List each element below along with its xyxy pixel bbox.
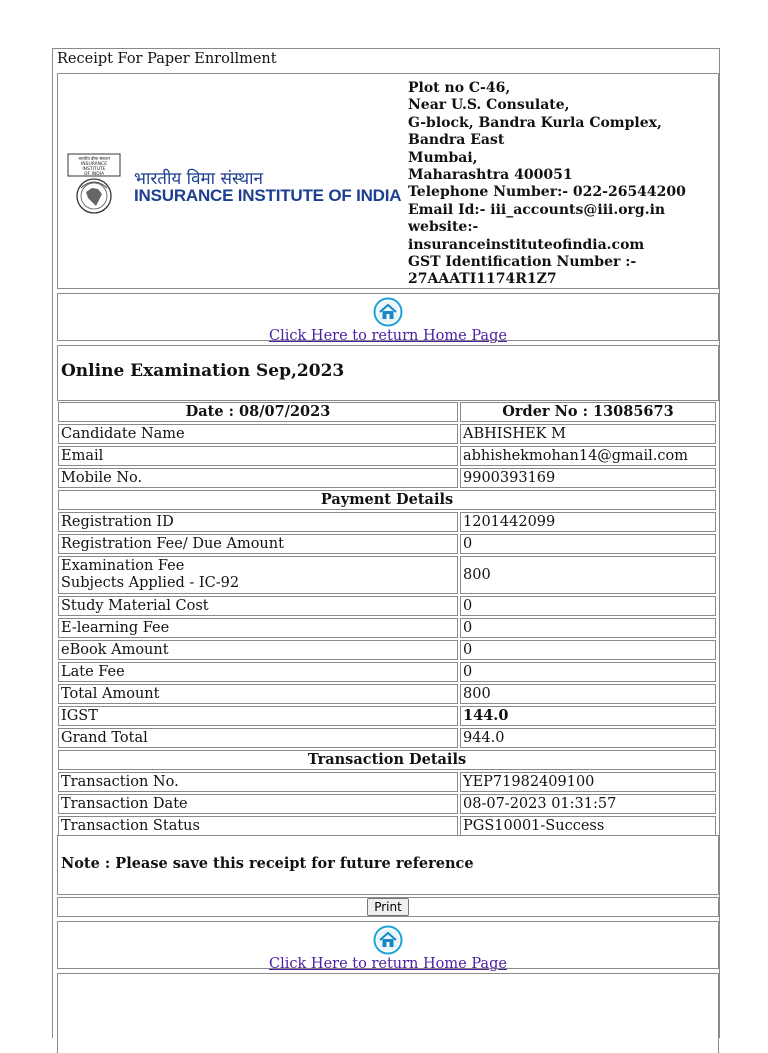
address-line: Mumbai, <box>408 149 478 166</box>
table-row <box>58 512 716 532</box>
table-row <box>58 640 716 660</box>
seal-line-3: OF INDIA <box>83 172 105 177</box>
page-title: Receipt For Paper Enrollment <box>57 51 277 67</box>
table-row <box>58 556 716 594</box>
payment-details-heading: Payment Details <box>58 490 716 510</box>
institute-seal-icon <box>66 152 122 216</box>
payment-label: Study Material Cost <box>58 596 458 616</box>
subjects-applied-label: Subjects Applied - IC-92 <box>61 575 240 591</box>
home-link-cell-top <box>57 293 719 344</box>
home-link-cell-bottom <box>57 921 719 972</box>
save-receipt-note: Note : Please save this receipt for future reference <box>61 855 474 872</box>
payment-value: 0 <box>460 662 716 682</box>
table-row <box>58 468 716 488</box>
table-row <box>58 794 716 814</box>
date-cell: Date : 08/07/2023 <box>58 402 458 422</box>
institute-address <box>408 80 708 289</box>
header-cell <box>57 73 719 289</box>
payment-value: 0 <box>460 596 716 616</box>
address-line: Plot no C-46, <box>408 80 511 96</box>
payment-value: 800 <box>460 684 716 704</box>
footer-cell <box>57 973 719 1053</box>
payment-label: Grand Total <box>58 728 458 748</box>
email-value: abhishekmohan14@gmail.com <box>460 446 716 466</box>
transaction-value: 08-07-2023 01:31:57 <box>460 794 716 814</box>
exam-fee-label: Examination Fee <box>61 558 185 574</box>
address-line: G-block, Bandra Kurla Complex, <box>408 114 662 131</box>
table-row <box>58 596 716 616</box>
payment-label: Registration ID <box>58 512 458 532</box>
logo-hindi-name: भारतीय विमा संस्थान <box>134 169 263 189</box>
table-row <box>58 402 716 422</box>
seal-line-0: भारतीय बीमा संस्थान <box>78 156 110 161</box>
table-row <box>58 772 716 792</box>
email-label: Email <box>58 446 458 466</box>
table-row <box>58 446 716 466</box>
payment-label: Late Fee <box>58 662 458 682</box>
seal-line-1: INSURANCE <box>80 162 108 167</box>
payment-label: eBook Amount <box>58 640 458 660</box>
payment-value: 0 <box>460 534 716 554</box>
payment-label <box>58 556 458 594</box>
gst-label: GST Identification Number :- <box>408 254 637 271</box>
home-page-link-top[interactable]: Click Here to return Home Page <box>269 328 507 344</box>
exam-title: Online Examination Sep,2023 <box>61 361 345 381</box>
transaction-value: YEP71982409100 <box>460 772 716 792</box>
website-label: website:- <box>408 219 479 236</box>
candidate-name-label: Candidate Name <box>58 424 458 444</box>
payment-label: E-learning Fee <box>58 618 458 638</box>
transaction-value: PGS10001-Success <box>460 816 716 836</box>
telephone-line: Telephone Number:- 022-26544200 <box>408 184 686 201</box>
email-line: Email Id:- iii_accounts@iii.org.in <box>408 201 666 218</box>
payment-label: Registration Fee/ Due Amount <box>58 534 458 554</box>
table-row <box>58 750 716 770</box>
table-row <box>58 728 716 748</box>
address-line: Maharashtra 400051 <box>408 167 573 184</box>
table-row <box>58 816 716 836</box>
transaction-details-heading: Transaction Details <box>58 750 716 770</box>
table-row <box>58 618 716 638</box>
home-page-link-bottom[interactable]: Click Here to return Home Page <box>269 956 507 972</box>
table-row <box>58 490 716 510</box>
gst-value: 27AAATI1174R1Z7 <box>408 271 557 288</box>
print-button[interactable]: Print <box>367 898 409 916</box>
table-row <box>58 706 716 726</box>
transaction-label: Transaction Date <box>58 794 458 814</box>
payment-value: 0 <box>460 640 716 660</box>
logo-english-name: INSURANCE INSTITUTE OF INDIA <box>134 186 402 205</box>
address-line: Near U.S. Consulate, <box>408 97 570 114</box>
order-no-cell: Order No : 13085673 <box>460 402 716 422</box>
institute-logo <box>66 152 402 216</box>
transaction-label: Transaction No. <box>58 772 458 792</box>
payment-label: IGST <box>58 706 458 726</box>
payment-value: 1201442099 <box>460 512 716 532</box>
mobile-value: 9900393169 <box>460 468 716 488</box>
table-row <box>58 534 716 554</box>
table-row <box>58 424 716 444</box>
seal-line-2: INSTITUTE <box>82 167 106 172</box>
payment-value: 0 <box>460 618 716 638</box>
transaction-label: Transaction Status <box>58 816 458 836</box>
address-line: Bandra East <box>408 132 505 149</box>
home-icon[interactable] <box>373 297 403 327</box>
website-value: insuranceinstituteofindia.com <box>408 236 645 253</box>
igst-value: 144.0 <box>460 706 716 726</box>
mobile-label: Mobile No. <box>58 468 458 488</box>
candidate-name-value: ABHISHEK M <box>460 424 716 444</box>
payment-label: Total Amount <box>58 684 458 704</box>
payment-value: 800 <box>460 556 716 594</box>
table-row <box>58 684 716 704</box>
home-icon[interactable] <box>373 925 403 955</box>
receipt-details-table <box>56 400 718 838</box>
table-row <box>58 662 716 682</box>
grand-total-value: 944.0 <box>460 728 716 748</box>
